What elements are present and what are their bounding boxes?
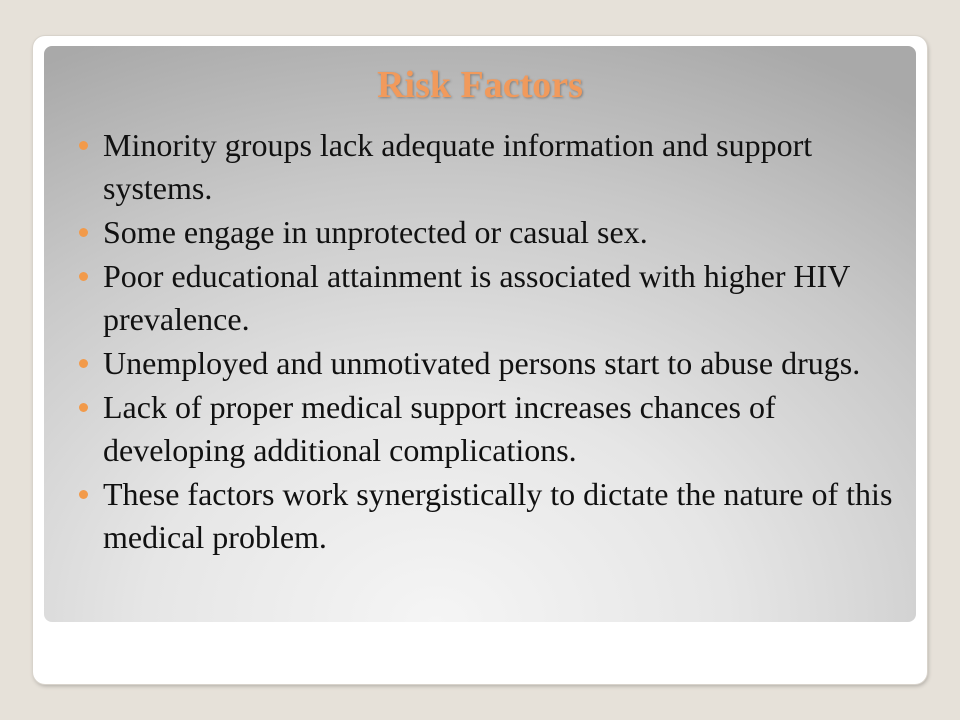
bullet-text: Lack of proper medical support increases chances of developing additional complications. — [103, 389, 776, 468]
bullet-dot-icon — [79, 359, 88, 368]
bullet-item — [78, 255, 908, 341]
bullet-text: Poor educational attainment is associated with higher HIV prevalence. — [103, 258, 850, 337]
bullet-item — [78, 342, 908, 385]
bullet-text: Unemployed and unmotivated persons start to abuse drugs. — [103, 345, 861, 381]
bullet-text: Some engage in unprotected or casual sex. — [103, 214, 648, 250]
bullet-item — [78, 473, 908, 559]
bullet-item — [78, 124, 908, 210]
bullet-dot-icon — [79, 228, 88, 237]
bullet-dot-icon — [79, 403, 88, 412]
bullet-list — [78, 124, 908, 560]
bullet-item — [78, 211, 908, 254]
bullet-text: These factors work synergistically to dictate the nature of this medical problem. — [103, 476, 893, 555]
slide-title: Risk Factors — [377, 64, 583, 106]
bullet-dot-icon — [79, 141, 88, 150]
bullet-dot-icon — [79, 272, 88, 281]
bullet-text: Minority groups lack adequate information and support systems. — [103, 127, 813, 206]
bullet-dot-icon — [79, 490, 88, 499]
bullet-item — [78, 386, 908, 472]
